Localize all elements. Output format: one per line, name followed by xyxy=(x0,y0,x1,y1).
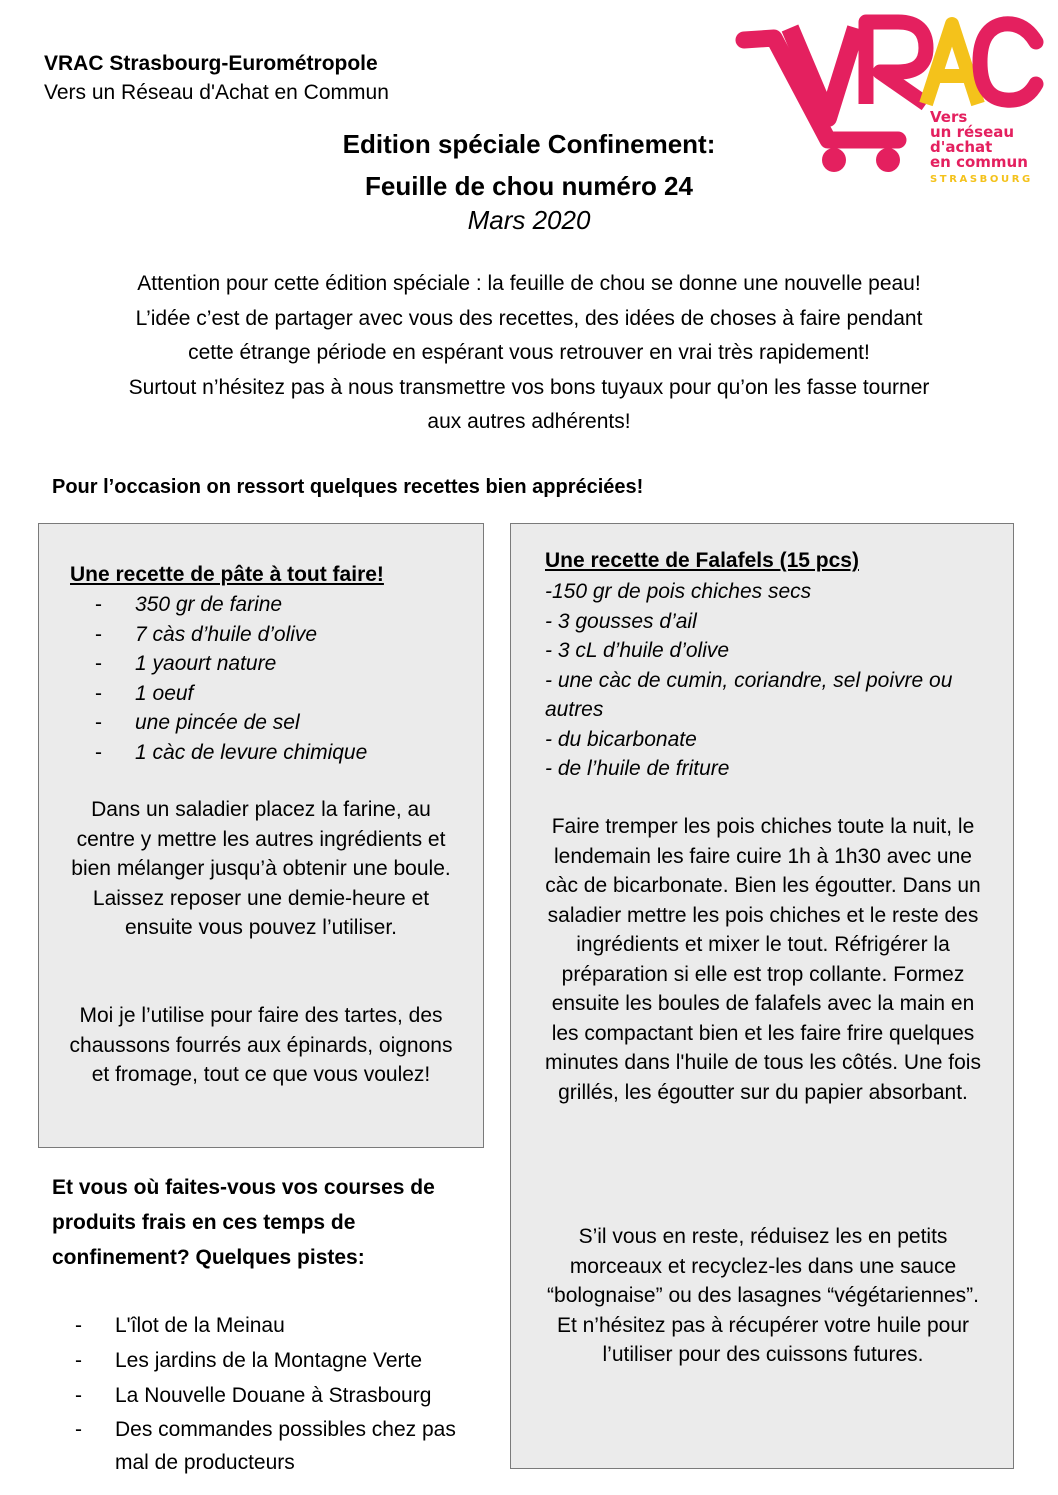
recipe-note: Moi je l’utilise pour faire des tartes, des chaussons fourrés aux épinards, oignons et fromage, tout ce que vous voulez! xyxy=(69,1004,453,1086)
edition-date: Mars 2020 xyxy=(467,205,591,235)
intro-line: aux autres adhérents! xyxy=(427,410,631,433)
organization-name: VRAC Strasbourg-Eurométropole xyxy=(44,52,378,75)
logo-tagline-line4: en commun xyxy=(930,153,1028,171)
recipe-instructions: Dans un saladier placez la farine, au centre y mettre les autres ingrédients et bien mélanger jusqu’à obtenir une boule. Laissez reposer une demie-heure et ensuite vous pouvez l’utiliser. xyxy=(71,798,451,939)
shopping-place-item: - L'îlot de la Meinau xyxy=(75,1308,495,1343)
intro-line: Attention pour cette édition spéciale : la feuille de chou se donne une nouvelle peau! xyxy=(137,272,921,295)
ingredient-item: - 7 càs d’huile d’olive xyxy=(95,620,367,650)
shopping-places-list xyxy=(75,1308,495,1479)
ingredient-item: - 3 cL d’huile d’olive xyxy=(545,639,730,662)
intro-line: Surtout n’hésitez pas à nous transmettre vos bons tuyaux pour qu’on les fasse tourner xyxy=(128,375,930,399)
recipes-heading: Pour l’occasion on ressort quelques recettes bien appréciées! xyxy=(52,476,644,498)
ingredient-list xyxy=(95,590,367,767)
ingredient-list xyxy=(545,577,985,784)
recipe-title: Une recette de Falafels (15 pcs) xyxy=(545,549,859,572)
intro-paragraph xyxy=(40,267,1018,440)
intro-line: cette étrange période en espérant vous retrouver en vrai très rapidement! xyxy=(188,341,870,364)
shopping-question: Et vous où faites-vous vos courses de produits frais en ces temps de confinement? Quelques pistes: xyxy=(52,1176,435,1269)
recipe-oil-tip: Et n’hésitez pas à récupérer votre huile pour l’utiliser pour des cuissons futures. xyxy=(556,1313,970,1366)
ingredient-item: - 350 gr de farine xyxy=(95,590,367,620)
ingredient-item: - une pincée de sel xyxy=(95,708,367,738)
ingredient-item: - 1 yaourt nature xyxy=(95,649,367,679)
ingredient-item: - du bicarbonate xyxy=(545,727,697,751)
logo-city: STRASBOURG xyxy=(930,174,1033,185)
title-line-1: Edition spéciale Confinement: xyxy=(342,129,716,159)
title-line-2: Feuille de chou numéro 24 xyxy=(365,171,693,201)
recipe-note xyxy=(530,1222,996,1370)
logo-tagline-line1: Vers xyxy=(930,108,968,126)
ingredient-item: - de l’huile de friture xyxy=(545,757,730,780)
intro-line: L’idée c’est de partager avec vous des recettes, des idées de choses à faire pendant xyxy=(135,306,923,330)
shopping-place-item: - Des commandes possibles chez pas mal de producteurs xyxy=(75,1413,495,1479)
ingredient-item: - 3 gousses d’ail xyxy=(545,609,697,633)
ingredient-item: - 1 oeuf xyxy=(95,679,367,709)
ingredient-item: -150 gr de pois chiches secs xyxy=(545,580,812,603)
organization-subtitle: Vers un Réseau d'Achat en Commun xyxy=(44,81,389,104)
shopping-place-item: - La Nouvelle Douane à Strasbourg xyxy=(75,1378,495,1413)
recipe-leftovers-tip: S’il vous en reste, réduisez les en petits morceaux et recyclez-les dans une sauce “bolognaise” ou des lasagnes “végétariennes”. xyxy=(547,1225,979,1307)
vrac-logo xyxy=(730,8,1050,188)
shopping-place-item: - Les jardins de la Montagne Verte xyxy=(75,1343,495,1378)
ingredient-item: - 1 càc de levure chimique xyxy=(95,738,367,768)
logo-tagline-line2: un réseau xyxy=(930,123,1015,141)
logo-tagline-line3: d'achat xyxy=(930,138,993,156)
recipe-title: Une recette de pâte à tout faire! xyxy=(70,563,384,586)
recipe-instructions: Faire tremper les pois chiches toute la nuit, le lendemain les faire cuire 1h à 1h30 avec une càc de bicarbonate. Bien les égoutter. Dans un saladier mettre les pois chiches et le reste des ingrédients et mixer le tout. Réfrigérer la préparation si elle est trop collante. Formez ensuite les boules de falafels avec la main en les compactant bien et les faire frire quelques minutes dans l'huile de tous les côtés. Une fois grillés, les égoutter sur du papier absorbant. xyxy=(545,815,981,1104)
ingredient-item: - une càc de cumin, coriandre, sel poivre ou autres xyxy=(545,668,953,721)
